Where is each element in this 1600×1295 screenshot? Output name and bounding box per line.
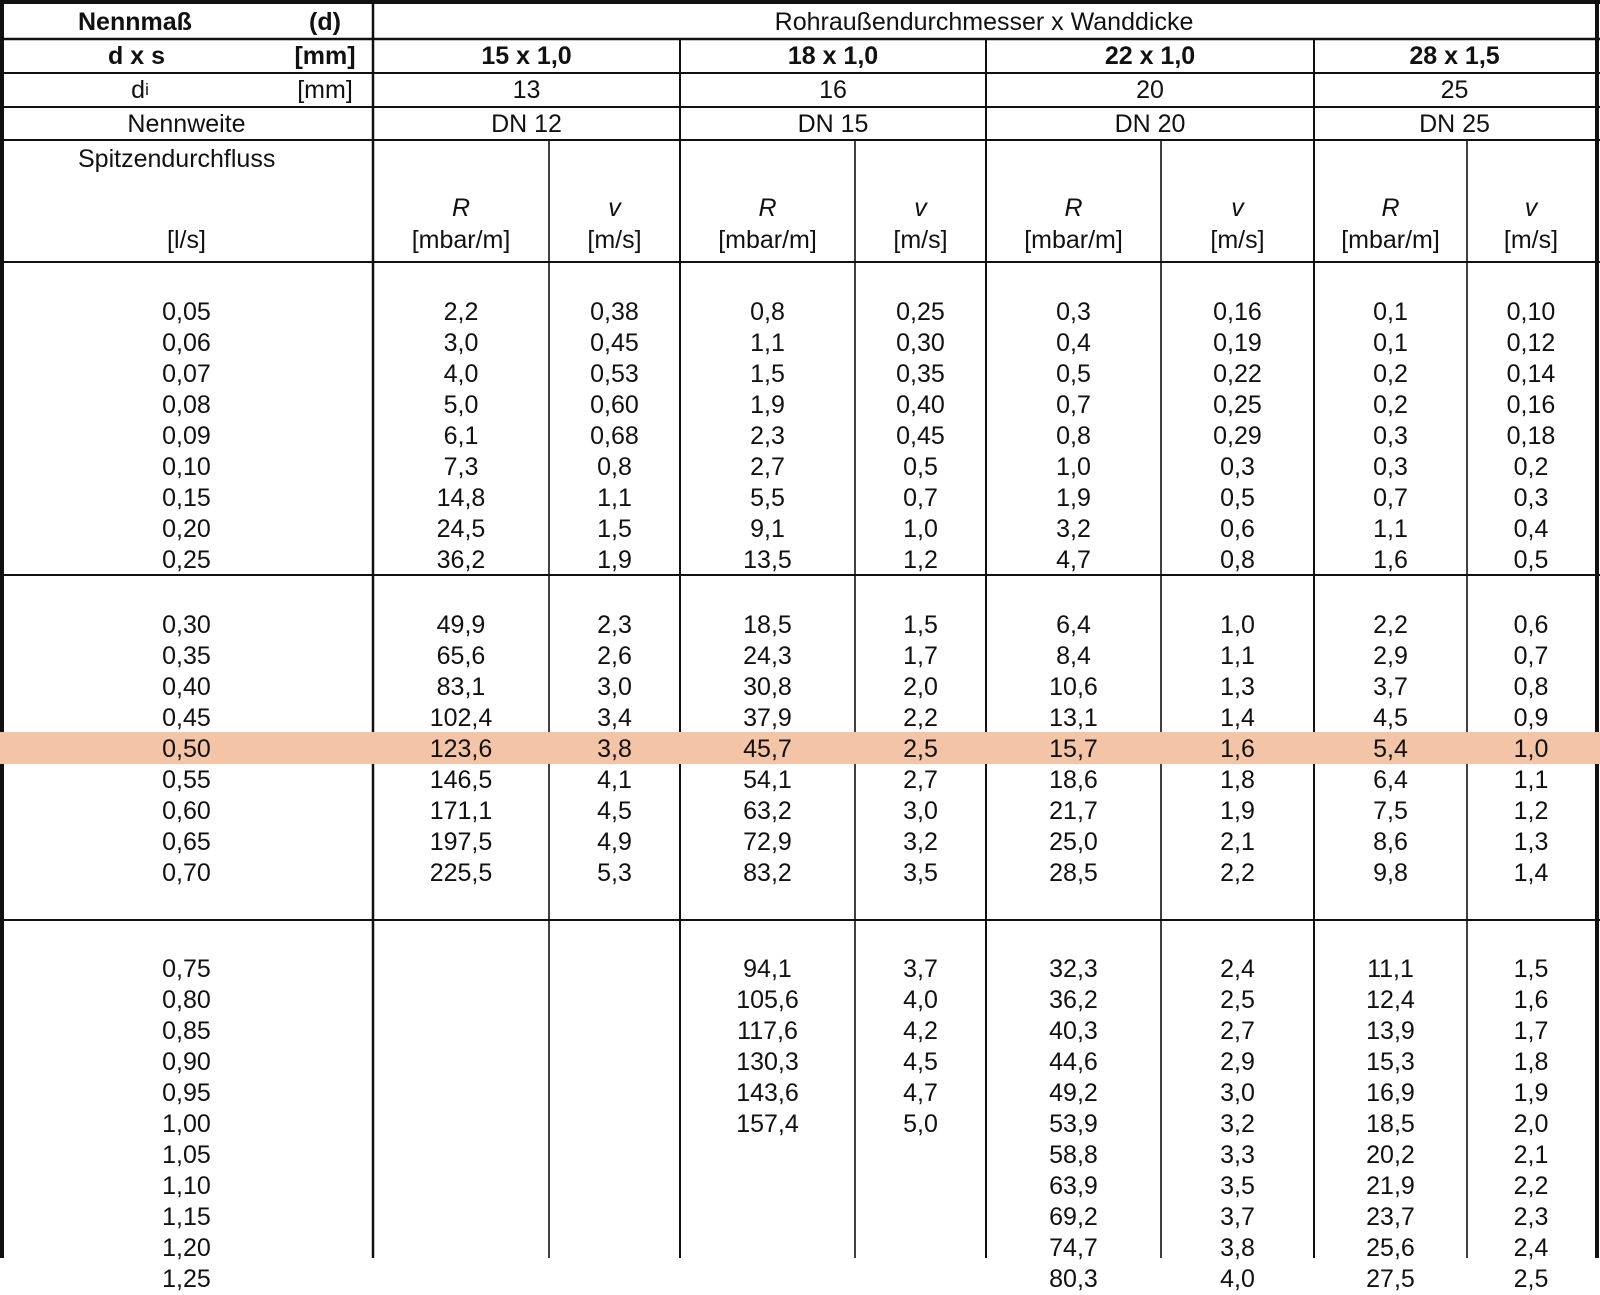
v-symbol-header-8: v <box>1524 193 1538 222</box>
flow-value: 0,35 <box>162 641 211 670</box>
r-value: 37,9 <box>743 703 792 732</box>
r-value: 1,5 <box>750 359 785 388</box>
r-value: 3,7 <box>1373 672 1408 701</box>
header-dxs-unit: [mm] <box>294 41 356 70</box>
v-value: 1,4 <box>1220 703 1255 732</box>
r-value: 49,9 <box>436 610 486 639</box>
v-value: 2,3 <box>597 610 632 639</box>
flow-value: 0,95 <box>162 1078 211 1107</box>
r-value: 123,6 <box>429 734 493 763</box>
v-value: 0,12 <box>1506 328 1556 357</box>
v-value: 3,2 <box>1220 1109 1255 1138</box>
v-value: 0,10 <box>1506 297 1556 326</box>
v-value: 2,0 <box>1513 1109 1549 1138</box>
v-value: 2,7 <box>1220 1016 1255 1045</box>
r-value: 65,6 <box>436 641 486 670</box>
v-value: 0,9 <box>1513 703 1549 732</box>
r-unit-header-1: [mbar/m] <box>411 225 511 254</box>
v-value: 4,1 <box>597 765 632 794</box>
r-value: 6,4 <box>1056 610 1091 639</box>
v-value: 0,8 <box>1220 545 1255 574</box>
v-value: 1,0 <box>903 514 938 543</box>
v-value: 2,2 <box>1513 1171 1549 1200</box>
r-value: 27,5 <box>1366 1264 1415 1293</box>
v-value: 2,0 <box>903 672 938 701</box>
flow-value: 0,08 <box>162 390 211 419</box>
r-value: 0,1 <box>1373 328 1408 357</box>
v-value: 1,2 <box>1513 796 1549 825</box>
pipe-di-3: 20 <box>1136 75 1164 104</box>
r-value: 24,5 <box>436 514 486 543</box>
r-value: 69,2 <box>1049 1202 1098 1231</box>
r-value: 8,4 <box>1056 641 1091 670</box>
r-value: 0,7 <box>1056 390 1091 419</box>
pipe-dxs-3: 22 x 1,0 <box>1104 41 1196 70</box>
r-value: 157,4 <box>736 1109 799 1138</box>
v-unit-header-8: [m/s] <box>1503 225 1559 254</box>
r-value: 25,0 <box>1049 827 1098 856</box>
v-value: 3,0 <box>597 672 632 701</box>
flow-value: 0,25 <box>162 545 211 574</box>
v-value: 2,9 <box>1220 1047 1255 1076</box>
r-value: 24,3 <box>743 641 792 670</box>
v-unit-header-2: [m/s] <box>587 225 642 254</box>
v-value: 3,7 <box>903 954 938 983</box>
r-symbol-header-7: R <box>1381 193 1400 222</box>
r-value: 18,6 <box>1049 765 1098 794</box>
v-value: 0,3 <box>1513 483 1549 512</box>
r-value: 4,7 <box>1056 545 1091 574</box>
header-flow-unit: [l/s] <box>167 225 206 254</box>
flow-value: 0,55 <box>162 765 211 794</box>
v-value: 0,6 <box>1513 610 1549 639</box>
r-value: 225,5 <box>429 858 493 887</box>
r-value: 13,5 <box>743 545 792 574</box>
v-value: 0,5 <box>1220 483 1255 512</box>
header-dxs-label: d x s <box>108 41 165 70</box>
v-value: 2,2 <box>1220 858 1255 887</box>
v-value: 2,5 <box>1513 1264 1549 1293</box>
r-symbol-header-1: R <box>451 193 471 222</box>
v-value: 4,7 <box>903 1078 938 1107</box>
r-value: 7,5 <box>1373 796 1408 825</box>
v-value: 1,1 <box>1513 765 1549 794</box>
v-value: 2,1 <box>1220 827 1255 856</box>
pipe-dxs-2: 18 x 1,0 <box>787 41 879 70</box>
r-value: 28,5 <box>1049 858 1098 887</box>
r-value: 3,2 <box>1056 514 1091 543</box>
header-nennmass-label: Nennmaß <box>78 7 192 36</box>
v-value: 4,5 <box>903 1047 938 1076</box>
v-value: 2,4 <box>1513 1233 1549 1262</box>
v-value: 1,0 <box>1220 610 1255 639</box>
flow-value: 0,75 <box>162 954 211 983</box>
v-value: 1,1 <box>597 483 632 512</box>
v-value: 0,29 <box>1213 421 1262 450</box>
r-value: 1,0 <box>1056 452 1091 481</box>
r-value: 7,3 <box>443 452 479 481</box>
r-value: 4,5 <box>1373 703 1408 732</box>
v-value: 1,7 <box>1513 1016 1549 1045</box>
v-value: 3,8 <box>1220 1233 1255 1262</box>
r-value: 0,3 <box>1373 421 1408 450</box>
r-value: 8,6 <box>1373 827 1408 856</box>
v-value: 0,18 <box>1506 421 1556 450</box>
r-value: 23,7 <box>1366 1202 1415 1231</box>
v-unit-header-4: [m/s] <box>893 225 948 254</box>
v-value: 1,5 <box>597 514 632 543</box>
v-value: 0,16 <box>1213 297 1262 326</box>
r-value: 20,2 <box>1366 1140 1415 1169</box>
r-value: 1,6 <box>1373 545 1408 574</box>
header-outer-diameter-span: Rohraußendurchmesser x Wanddicke <box>774 7 1194 36</box>
header-nennmass-unit: (d) <box>309 7 341 36</box>
pipe-dn-4: DN 25 <box>1419 109 1490 138</box>
r-value: 83,1 <box>436 672 486 701</box>
r-value: 0,5 <box>1056 359 1091 388</box>
v-value: 2,4 <box>1220 954 1255 983</box>
r-value: 72,9 <box>743 827 792 856</box>
r-value: 21,9 <box>1366 1171 1415 1200</box>
v-value: 2,5 <box>903 734 938 763</box>
r-value: 197,5 <box>429 827 493 856</box>
flow-value: 1,10 <box>162 1171 211 1200</box>
v-value: 0,45 <box>896 421 945 450</box>
r-value: 117,6 <box>737 1016 798 1045</box>
v-value: 2,5 <box>1220 985 1255 1014</box>
r-unit-header-7: [mbar/m] <box>1341 225 1440 254</box>
r-unit-header-5: [mbar/m] <box>1024 225 1123 254</box>
r-value: 0,4 <box>1056 328 1091 357</box>
r-value: 0,7 <box>1373 483 1408 512</box>
v-value: 4,5 <box>597 796 632 825</box>
r-value: 2,9 <box>1373 641 1408 670</box>
v-symbol-header-2: v <box>608 193 621 222</box>
v-value: 1,0 <box>1513 734 1549 763</box>
v-value: 0,45 <box>590 328 639 357</box>
pipe-dxs-4: 28 x 1,5 <box>1409 41 1500 70</box>
v-value: 0,5 <box>903 452 938 481</box>
r-value: 54,1 <box>743 765 792 794</box>
r-value: 171,1 <box>429 796 493 825</box>
v-value: 2,7 <box>903 765 938 794</box>
v-value: 1,6 <box>1220 734 1255 763</box>
v-value: 3,4 <box>597 703 632 732</box>
v-value: 1,7 <box>903 641 938 670</box>
v-value: 1,3 <box>1220 672 1255 701</box>
v-value: 4,2 <box>903 1016 938 1045</box>
flow-value: 0,85 <box>162 1016 211 1045</box>
r-value: 16,9 <box>1366 1078 1415 1107</box>
r-value: 0,2 <box>1373 359 1408 388</box>
v-value: 3,2 <box>903 827 938 856</box>
r-value: 6,4 <box>1373 765 1408 794</box>
header-di-symbol: d <box>131 75 146 104</box>
v-value: 1,4 <box>1513 858 1549 887</box>
r-value: 21,7 <box>1049 796 1098 825</box>
v-value: 2,3 <box>1513 1202 1549 1231</box>
r-value: 63,2 <box>743 796 792 825</box>
r-value: 1,1 <box>750 328 785 357</box>
r-value: 44,6 <box>1049 1047 1098 1076</box>
r-value: 25,6 <box>1366 1233 1415 1262</box>
v-symbol-header-6: v <box>1231 193 1244 222</box>
flow-value: 0,06 <box>162 328 211 357</box>
flow-value: 0,40 <box>162 672 211 701</box>
r-value: 105,6 <box>736 985 799 1014</box>
flow-value: 0,20 <box>162 514 211 543</box>
r-symbol-header-3: R <box>758 193 777 222</box>
r-value: 63,9 <box>1049 1171 1098 1200</box>
flow-value: 0,80 <box>162 985 211 1014</box>
r-value: 1,9 <box>1056 483 1091 512</box>
v-value: 0,5 <box>1513 545 1549 574</box>
flow-value: 0,05 <box>162 297 211 326</box>
r-value: 53,9 <box>1049 1109 1098 1138</box>
r-value: 0,3 <box>1056 297 1091 326</box>
r-value: 2,7 <box>750 452 785 481</box>
r-value: 102,4 <box>429 703 493 732</box>
r-value: 32,3 <box>1049 954 1098 983</box>
r-value: 1,9 <box>750 390 785 419</box>
r-value: 12,4 <box>1366 985 1415 1014</box>
v-value: 4,9 <box>597 827 632 856</box>
v-value: 3,5 <box>1220 1171 1255 1200</box>
v-value: 0,19 <box>1213 328 1262 357</box>
pipe-di-1: 13 <box>512 75 541 104</box>
r-value: 14,8 <box>436 483 486 512</box>
r-value: 9,8 <box>1373 858 1408 887</box>
r-value: 6,1 <box>443 421 479 450</box>
v-value: 1,8 <box>1220 765 1255 794</box>
r-value: 15,3 <box>1366 1047 1415 1076</box>
v-value: 0,7 <box>1513 641 1549 670</box>
v-value: 0,2 <box>1513 452 1549 481</box>
v-value: 0,8 <box>1513 672 1549 701</box>
v-value: 1,9 <box>1513 1078 1549 1107</box>
r-value: 13,9 <box>1366 1016 1415 1045</box>
flow-value: 1,25 <box>162 1264 211 1293</box>
header-nennweite-label: Nennweite <box>127 109 246 138</box>
v-value: 3,7 <box>1220 1202 1255 1231</box>
pipe-dn-2: DN 15 <box>797 109 869 138</box>
v-value: 4,0 <box>1220 1264 1255 1293</box>
pipe-di-4: 25 <box>1440 75 1469 104</box>
v-value: 0,3 <box>1220 452 1255 481</box>
v-value: 1,9 <box>597 545 632 574</box>
v-value: 0,6 <box>1220 514 1255 543</box>
flow-value: 0,45 <box>162 703 211 732</box>
v-value: 1,5 <box>903 610 938 639</box>
v-value: 2,2 <box>903 703 938 732</box>
pipe-dxs-1: 15 x 1,0 <box>481 41 572 70</box>
r-value: 0,8 <box>1056 421 1091 450</box>
v-value: 3,5 <box>903 858 938 887</box>
r-value: 146,5 <box>429 765 493 794</box>
pipe-dn-1: DN 12 <box>491 109 562 138</box>
flow-value: 0,65 <box>162 827 211 856</box>
r-value: 11,1 <box>1367 954 1414 983</box>
r-value: 5,0 <box>443 390 479 419</box>
r-value: 2,2 <box>443 297 479 326</box>
v-value: 0,40 <box>896 390 945 419</box>
v-value: 4,0 <box>903 985 938 1014</box>
r-value: 49,2 <box>1049 1078 1098 1107</box>
flow-value: 0,10 <box>162 452 211 481</box>
r-value: 143,6 <box>736 1078 799 1107</box>
v-value: 0,4 <box>1513 514 1549 543</box>
v-value: 1,8 <box>1513 1047 1549 1076</box>
r-value: 130,3 <box>736 1047 799 1076</box>
v-value: 0,25 <box>1213 390 1262 419</box>
r-value: 9,1 <box>750 514 785 543</box>
v-value: 0,60 <box>590 390 639 419</box>
r-symbol-header-5: R <box>1064 193 1083 222</box>
v-value: 0,14 <box>1506 359 1556 388</box>
v-value: 3,0 <box>903 796 938 825</box>
v-value: 0,53 <box>590 359 639 388</box>
r-value: 5,5 <box>750 483 785 512</box>
v-value: 2,1 <box>1513 1140 1549 1169</box>
v-value: 3,8 <box>597 734 632 763</box>
r-unit-header-3: [mbar/m] <box>718 225 817 254</box>
flow-value: 0,07 <box>162 359 211 388</box>
r-value: 2,2 <box>1373 610 1408 639</box>
flow-value: 0,50 <box>162 734 211 763</box>
flow-value: 0,90 <box>162 1047 211 1076</box>
flow-value: 0,09 <box>162 421 211 450</box>
pipe-di-2: 16 <box>819 75 847 104</box>
v-value: 0,7 <box>903 483 938 512</box>
flow-value: 1,00 <box>162 1109 211 1138</box>
flow-value: 0,70 <box>162 858 211 887</box>
flow-value: 1,15 <box>162 1202 211 1231</box>
v-value: 1,6 <box>1513 985 1549 1014</box>
v-value: 0,16 <box>1506 390 1556 419</box>
v-value: 0,68 <box>590 421 639 450</box>
v-value: 1,1 <box>1220 641 1255 670</box>
r-value: 15,7 <box>1049 734 1098 763</box>
header-di-label: d i <box>131 75 149 104</box>
r-value: 36,2 <box>1049 985 1098 1014</box>
r-value: 3,0 <box>443 328 479 357</box>
flow-value: 0,30 <box>162 610 211 639</box>
r-value: 10,6 <box>1049 672 1098 701</box>
r-value: 18,5 <box>743 610 792 639</box>
header-di-unit: [mm] <box>297 75 353 104</box>
r-value: 74,7 <box>1049 1233 1098 1262</box>
r-value: 94,1 <box>743 954 792 983</box>
r-value: 0,2 <box>1373 390 1408 419</box>
r-value: 18,5 <box>1366 1109 1415 1138</box>
pipe-dn-3: DN 20 <box>1114 109 1186 138</box>
v-value: 3,0 <box>1220 1078 1255 1107</box>
flow-value: 1,05 <box>162 1140 211 1169</box>
v-symbol-header-4: v <box>914 193 927 222</box>
r-value: 0,1 <box>1373 297 1408 326</box>
header-flow-label: Spitzendurchfluss <box>78 144 276 173</box>
r-value: 5,4 <box>1373 734 1408 763</box>
v-unit-header-6: [m/s] <box>1210 225 1265 254</box>
v-value: 0,22 <box>1213 359 1262 388</box>
r-value: 4,0 <box>443 359 479 388</box>
v-value: 5,3 <box>597 858 632 887</box>
v-value: 0,8 <box>597 452 632 481</box>
r-value: 83,2 <box>743 858 792 887</box>
r-value: 1,1 <box>1373 514 1408 543</box>
r-value: 36,2 <box>436 545 486 574</box>
r-value: 30,8 <box>743 672 792 701</box>
r-value: 0,3 <box>1373 452 1408 481</box>
v-value: 2,6 <box>597 641 632 670</box>
v-value: 0,35 <box>896 359 945 388</box>
r-value: 80,3 <box>1049 1264 1098 1293</box>
v-value: 1,2 <box>903 545 938 574</box>
v-value: 0,30 <box>896 328 945 357</box>
v-value: 0,25 <box>896 297 945 326</box>
v-value: 1,3 <box>1513 827 1549 856</box>
v-value: 1,5 <box>1513 954 1549 983</box>
v-value: 0,38 <box>590 297 639 326</box>
r-value: 2,3 <box>750 421 785 450</box>
r-value: 0,8 <box>750 297 785 326</box>
r-value: 58,8 <box>1049 1140 1098 1169</box>
r-value: 13,1 <box>1049 703 1098 732</box>
r-value: 45,7 <box>743 734 792 763</box>
flow-value: 1,20 <box>162 1233 211 1262</box>
v-value: 1,9 <box>1220 796 1255 825</box>
r-value: 40,3 <box>1049 1016 1098 1045</box>
v-value: 3,3 <box>1220 1140 1255 1169</box>
flow-value: 0,15 <box>162 483 211 512</box>
v-value: 5,0 <box>903 1109 938 1138</box>
flow-value: 0,60 <box>162 796 211 825</box>
